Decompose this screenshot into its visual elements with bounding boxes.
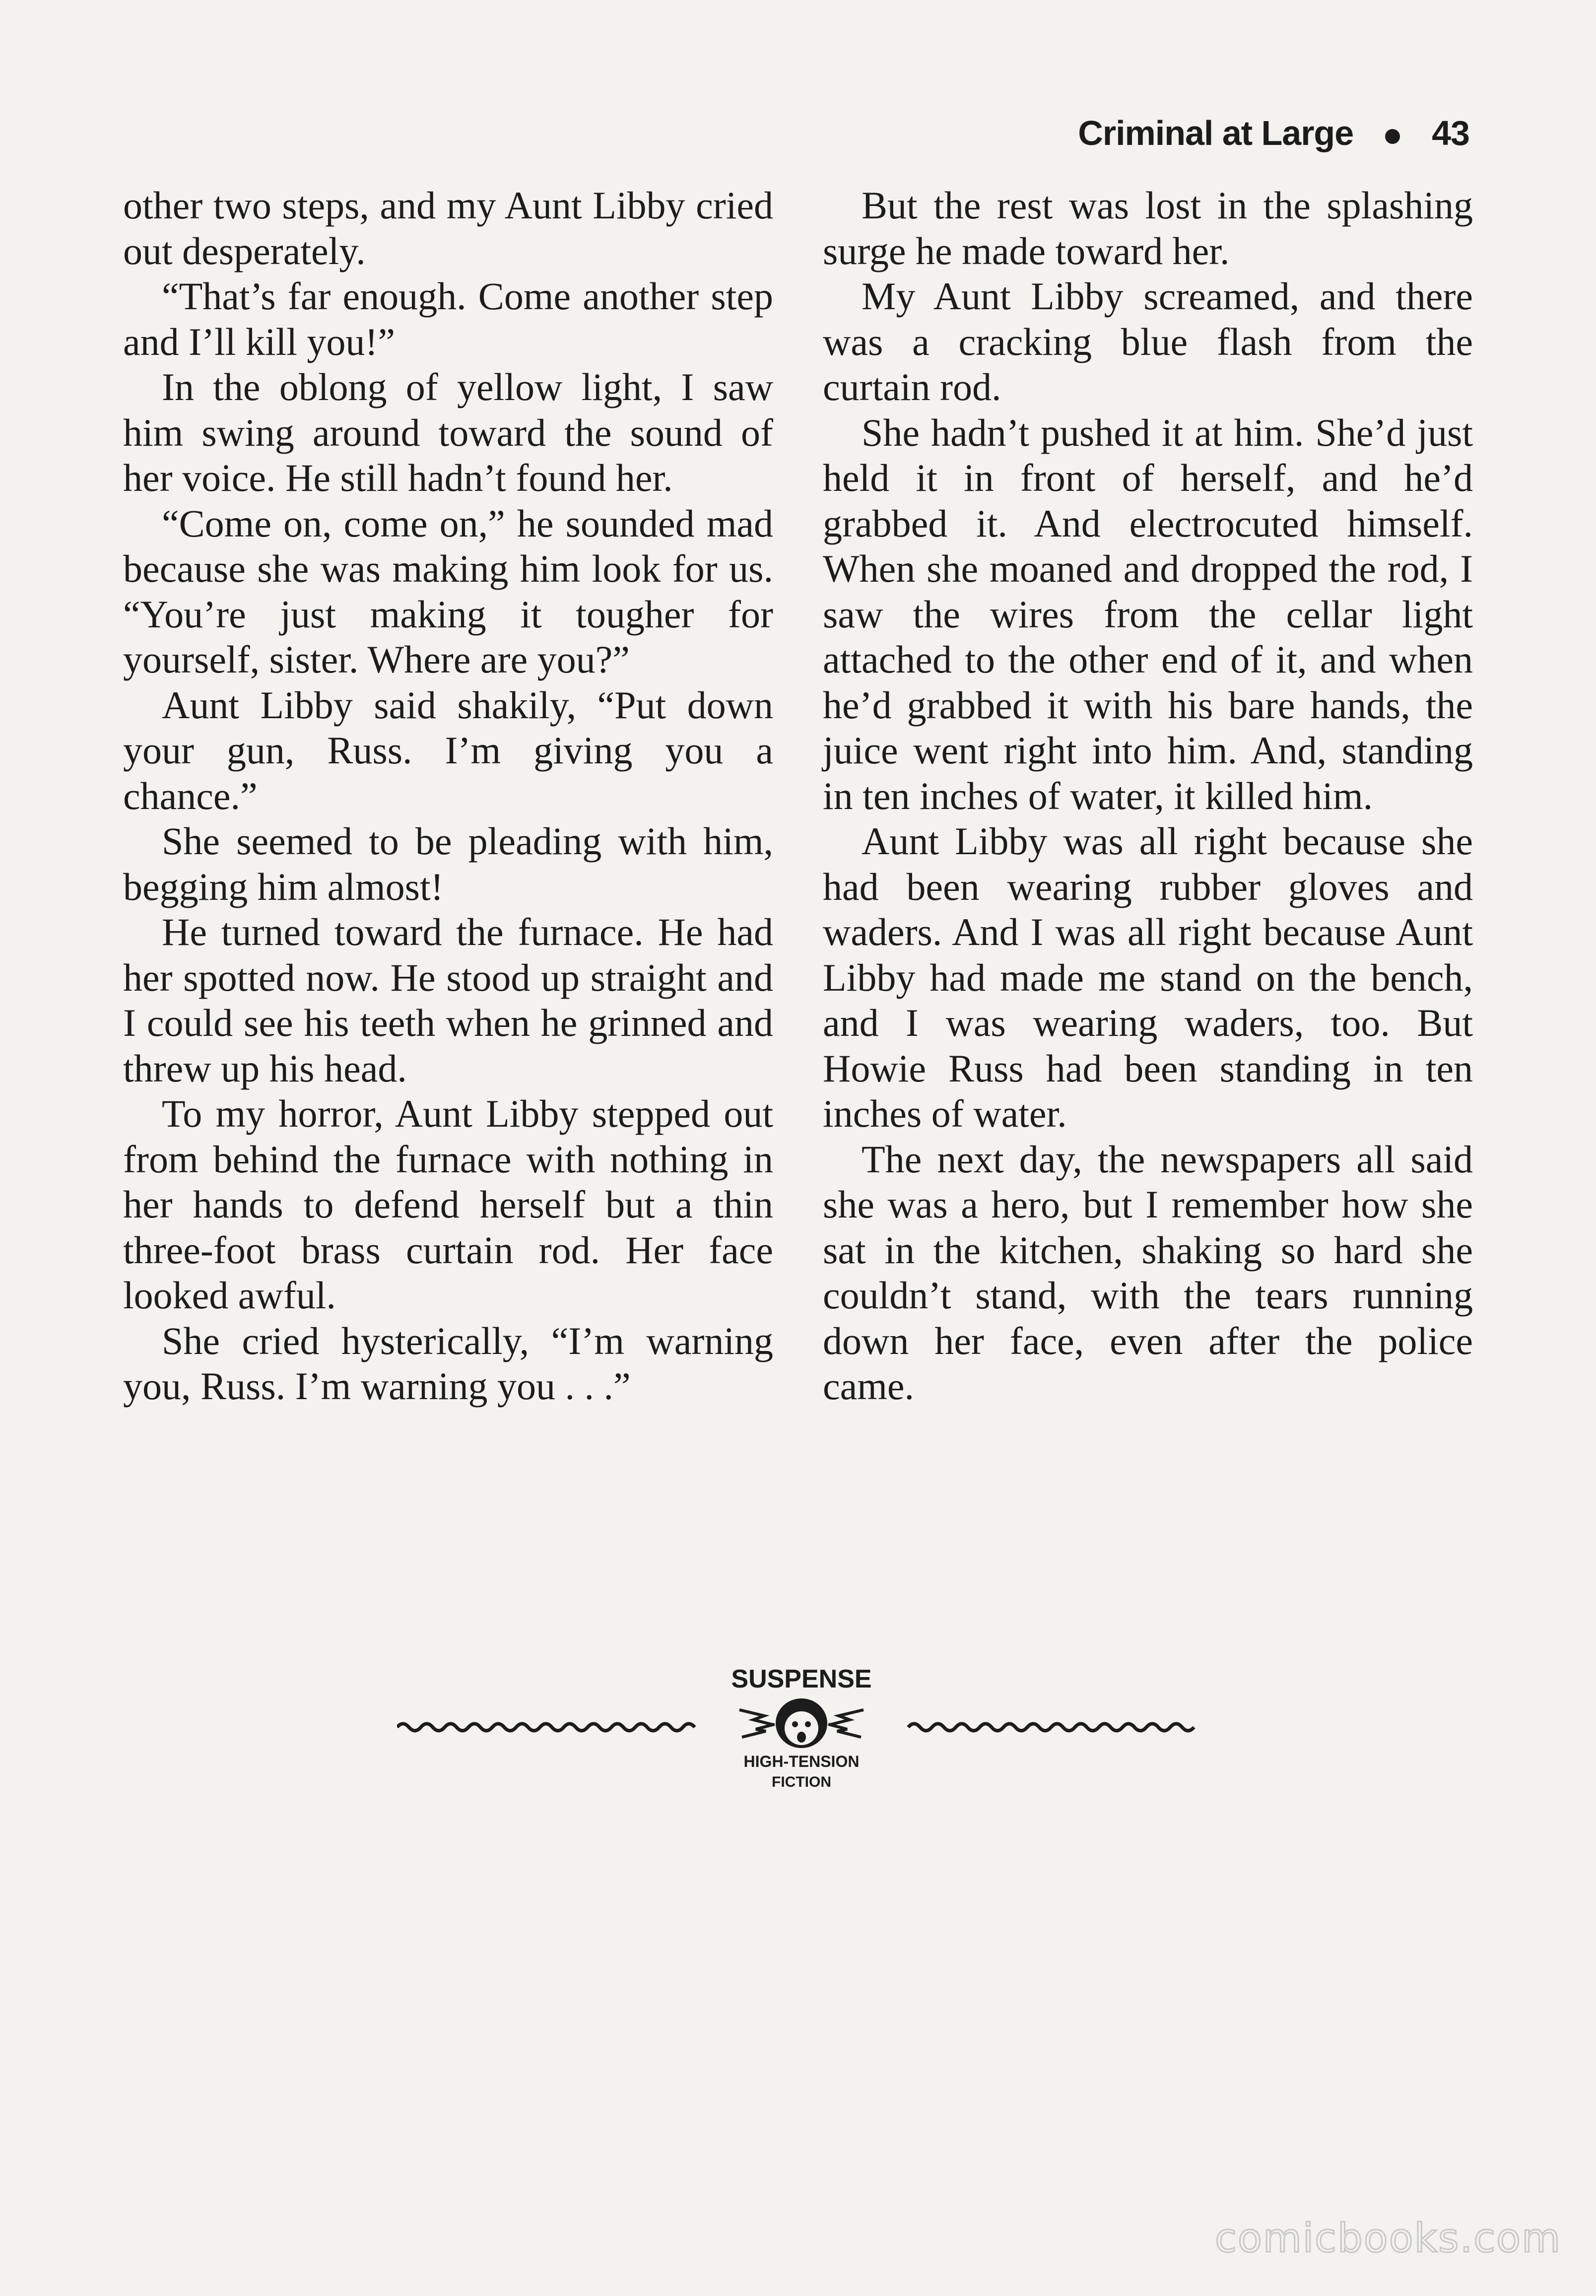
paragraph: My Aunt Libby screamed, and there was a cracking blue flash from the curtain rod.	[823, 274, 1473, 408]
screaming-face-icon	[776, 1698, 827, 1748]
paragraph: “Come on, come on,” he sounded mad because she was making him look for us. “You’re just making it tougher for yourself, sister. Where are you?”	[123, 501, 773, 681]
logo-bottom-line1: HIGH-TENSION	[743, 1753, 860, 1770]
paragraph: In the oblong of yellow light, I saw him swing around toward the sound of her voice. He still hadn’t found her.	[123, 365, 773, 499]
left-column	[123, 183, 773, 1409]
right-wavy-rule	[908, 1724, 1194, 1731]
paragraph: Aunt Libby was all right because she had been wearing rubber gloves and waders. And I was all right because Aunt Libby had made me stand on the bench, and I was wearing waders, too. But Howie Russ had been standing in ten inches of water.	[823, 819, 1473, 1135]
story-title: Criminal at Large	[1078, 114, 1354, 152]
paragraph: She seemed to be pleading with him, begging him almost!	[123, 819, 773, 908]
watermark: comicbooks.com	[1214, 2215, 1561, 2261]
right-column	[823, 183, 1473, 1409]
paragraph: But the rest was lost in the splashing surge he made toward her.	[823, 184, 1473, 272]
left-wavy-rule	[397, 1724, 695, 1731]
paragraph: She hadn’t pushed it at him. She’d just held it in front of herself, and he’d grabbed it. And electrocuted himself. When she moaned and dropped the rod, I saw the wires from the cellar light attached to the other end of it, and when he’d grabbed it with his bare hands, the juice went right into him. And, standing in ten inches of water, it killed him.	[823, 410, 1473, 817]
running-head	[1078, 113, 1469, 153]
logo-top-text: SUSPENSE	[731, 1665, 872, 1693]
suspense-logo	[397, 1663, 1206, 1792]
lightning-icon	[739, 1710, 775, 1737]
page-number: 43	[1432, 114, 1469, 152]
paragraph: other two steps, and my Aunt Libby cried out desperately.	[123, 184, 773, 272]
logo-bottom-line2: FICTION	[772, 1774, 831, 1790]
paragraph: She cried hysterically, “I’m warning you, Russ. I’m warning you . . .”	[123, 1319, 773, 1408]
lightning-icon	[828, 1710, 864, 1737]
bullet-icon	[1385, 129, 1400, 144]
paragraph: He turned toward the furnace. He had her spotted now. He stood up straight and I could see his teeth when he grinned and threw up his head.	[123, 910, 773, 1090]
paragraph: To my horror, Aunt Libby stepped out from behind the furnace with nothing in her hands to defend herself but a thin three-foot brass curtain rod. Her face looked awful.	[123, 1092, 773, 1317]
paragraph: The next day, the newspapers all said she was a hero, but I remember how she sat in the kitchen, shaking so hard she couldn’t stand, with the tears running down her face, even after the police came.	[823, 1137, 1473, 1408]
paragraph: Aunt Libby said shakily, “Put down your gun, Russ. I’m giving you a chance.”	[123, 683, 773, 817]
paragraph: “That’s far enough. Come another step and I’ll kill you!”	[123, 274, 773, 363]
